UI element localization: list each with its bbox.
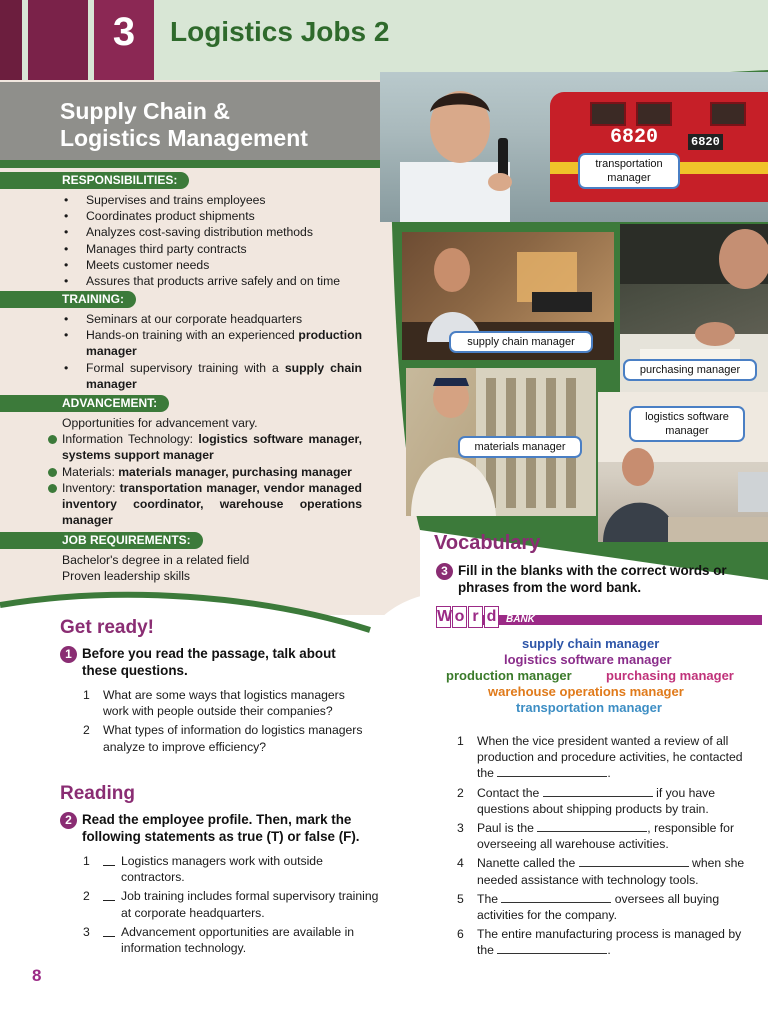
word-bank-term: transportation manager — [516, 700, 662, 715]
list-item — [83, 888, 383, 920]
transportation-manager-label: transportation manager — [578, 153, 680, 189]
sentence-text: When the vice president wanted a review of all production and procedure activities, he contacted the — [477, 734, 743, 781]
training-label: TRAINING: — [0, 291, 136, 308]
word-bank-letter: r — [468, 606, 483, 628]
fill-in-blank[interactable] — [497, 766, 607, 777]
sentence-text: The — [477, 891, 502, 906]
word-bank-term: production manager — [446, 668, 572, 683]
list-item — [457, 891, 757, 923]
task-number-badge: 1 — [60, 646, 77, 663]
sentence-text: The entire manufacturing process is managed by the — [477, 927, 742, 958]
training-item-bold: manager — [86, 376, 137, 391]
question-text: What types of information do logistics managers analyze to improve efficiency? — [103, 723, 363, 754]
item-number: 3 — [83, 924, 90, 939]
transportation-manager-photo — [380, 72, 768, 222]
fill-in-blank[interactable] — [537, 821, 647, 832]
list-item — [62, 311, 362, 327]
training-list — [62, 311, 362, 392]
list-item: • Analyzes cost-saving distribution methods — [62, 224, 362, 240]
train-window — [636, 102, 672, 126]
train-window — [710, 102, 746, 126]
train-number: 6820 — [610, 126, 659, 149]
answer-blank[interactable] — [103, 900, 115, 901]
list-item — [457, 820, 757, 852]
item-number: 2 — [83, 723, 90, 738]
list-item — [83, 687, 373, 719]
header-stripe — [0, 0, 22, 92]
materials-manager-label: materials manager — [458, 436, 582, 458]
discussion-question-list — [83, 687, 373, 758]
list-item — [457, 733, 757, 782]
list-item — [83, 853, 383, 885]
item-number: 3 — [457, 821, 464, 836]
job-requirements-label: JOB REQUIREMENTS: — [0, 532, 203, 549]
item-number: 6 — [457, 927, 464, 942]
advancement-intro: Opportunities for advancement vary. — [62, 416, 258, 430]
purchasing-manager-label: purchasing manager — [623, 359, 757, 381]
sentence-text: when she needed assistance with technology tools. — [477, 856, 745, 887]
word-bank-term: supply chain manager — [522, 636, 660, 651]
profile-title-line1: Supply Chain & — [60, 98, 230, 124]
sentence-text: if you have questions about shipping products by train. — [477, 785, 716, 816]
list-item — [62, 360, 362, 392]
training-item-text: Hands-on training with an experienced — [86, 328, 295, 343]
fill-in-blank[interactable] — [497, 943, 607, 954]
training-item-bold: production manager — [86, 328, 363, 359]
sentence-text: Contact the — [477, 785, 543, 800]
unit-title: Logistics Jobs 2 — [170, 16, 390, 47]
item-number: 5 — [457, 891, 464, 906]
logistics-software-manager-label: logistics software manager — [629, 406, 745, 442]
word-bank-term: logistics software manager — [504, 652, 672, 667]
sentence-text: . — [607, 943, 611, 958]
green-bullet-icon — [48, 468, 57, 477]
reading-heading: Reading — [60, 783, 135, 804]
list-item: • Supervises and trains employees — [62, 192, 362, 208]
train-number-plate: 6820 — [688, 134, 723, 150]
list-item — [62, 327, 362, 359]
item-number: 1 — [83, 854, 90, 868]
fill-in-blank[interactable] — [501, 892, 611, 903]
training-item-bold: supply chain — [284, 360, 362, 375]
profile-title-line2: Logistics Management — [60, 125, 308, 151]
word-bank-label: BANK — [506, 614, 535, 625]
word-bank-letter: d — [484, 606, 499, 628]
list-item: • Meets customer needs — [62, 257, 362, 273]
sentence-text: Paul is the — [477, 821, 538, 836]
list-item — [457, 855, 757, 887]
man-with-radio-image — [380, 82, 530, 222]
vocabulary-instructions: Fill in the blanks with the correct words or phrases from the word bank. — [458, 563, 727, 595]
sentence-text: . — [607, 766, 611, 781]
training-item-text: Formal supervisory training with a — [86, 360, 285, 375]
item-number: 4 — [457, 856, 464, 871]
page-number: 8 — [32, 966, 42, 985]
advancement-item — [62, 464, 362, 480]
vocabulary-heading: Vocabulary — [434, 532, 541, 554]
advancement-label: ADVANCEMENT: — [0, 395, 169, 412]
supply-chain-manager-label: supply chain manager — [449, 331, 593, 353]
advancement-roles: logistics software manager, systems support manager — [62, 432, 362, 463]
profile-title — [60, 98, 308, 152]
word-bank-term: purchasing manager — [606, 668, 734, 683]
advancement-roles: transportation manager, vendor managed inventory coordinator, warehouse operations manager — [62, 480, 362, 528]
item-number: 2 — [83, 889, 90, 904]
get-ready-instructions: Before you read the passage, talk about these questions. — [82, 646, 336, 678]
advancement-item — [62, 431, 362, 463]
advancement-category: Inventory: — [62, 480, 120, 495]
list-item — [457, 785, 757, 817]
task-number-badge: 3 — [436, 563, 453, 580]
word-bank-term: warehouse operations manager — [488, 684, 684, 699]
statement-text: Logistics managers work with outside contractors. — [121, 854, 323, 885]
sentence-text: , responsible for overseeing all warehouse activities. — [477, 821, 735, 852]
word-bank-letter: o — [452, 606, 467, 628]
get-ready-heading: Get ready! — [60, 617, 154, 638]
statement-text: Job training includes formal supervisory training at corporate headquarters. — [121, 889, 379, 920]
sentence-text: Nanette called the — [477, 856, 579, 871]
responsibilities-label: RESPONSIBILITIES: — [0, 172, 189, 189]
reading-instructions: Read the employee profile. Then, mark the following statements as true (T) or false (F). — [82, 812, 360, 844]
train-window — [590, 102, 626, 126]
banner-green-edge — [0, 160, 420, 168]
list-item: • Assures that products arrive safely and on time — [62, 273, 362, 289]
list-item — [457, 926, 757, 958]
job-requirement: Bachelor's degree in a related field — [62, 553, 250, 567]
advancement-category: Information Technology: — [62, 432, 199, 447]
answer-blank[interactable] — [103, 865, 115, 866]
fill-in-blank[interactable] — [579, 856, 689, 867]
header-stripe — [28, 0, 88, 92]
statement-text: Advancement opportunities are available in information technology. — [121, 924, 355, 956]
word-bank-logo — [436, 606, 500, 628]
unit-number: 3 — [112, 10, 136, 54]
item-number: 1 — [457, 734, 464, 748]
advancement-section — [62, 415, 362, 528]
answer-blank[interactable] — [103, 936, 115, 937]
list-item: • Coordinates product shipments — [62, 208, 362, 224]
vocabulary-exercise-list — [457, 733, 757, 962]
advancement-roles: materials manager, purchasing manager — [118, 464, 352, 479]
list-item — [83, 722, 373, 754]
list-item — [83, 924, 383, 956]
question-text: What are some ways that logistics managers work with people outside their companies? — [103, 688, 345, 719]
training-item-text: Seminars at our corporate headquarters — [86, 312, 303, 326]
advancement-category: Materials: — [62, 464, 119, 479]
sentence-text: oversees all buying activities for the company. — [477, 891, 720, 923]
word-bank-letter: W — [436, 606, 451, 628]
item-number: 1 — [83, 688, 90, 702]
responsibilities-list — [62, 192, 362, 289]
green-bullet-icon — [48, 484, 57, 493]
true-false-list — [83, 853, 383, 959]
advancement-item — [62, 480, 362, 529]
item-number: 2 — [457, 785, 464, 800]
list-item: • Manages third party contracts — [62, 241, 362, 257]
job-requirement: Proven leadership skills — [62, 569, 191, 584]
task-number-badge: 2 — [60, 812, 77, 829]
fill-in-blank[interactable] — [543, 786, 653, 797]
